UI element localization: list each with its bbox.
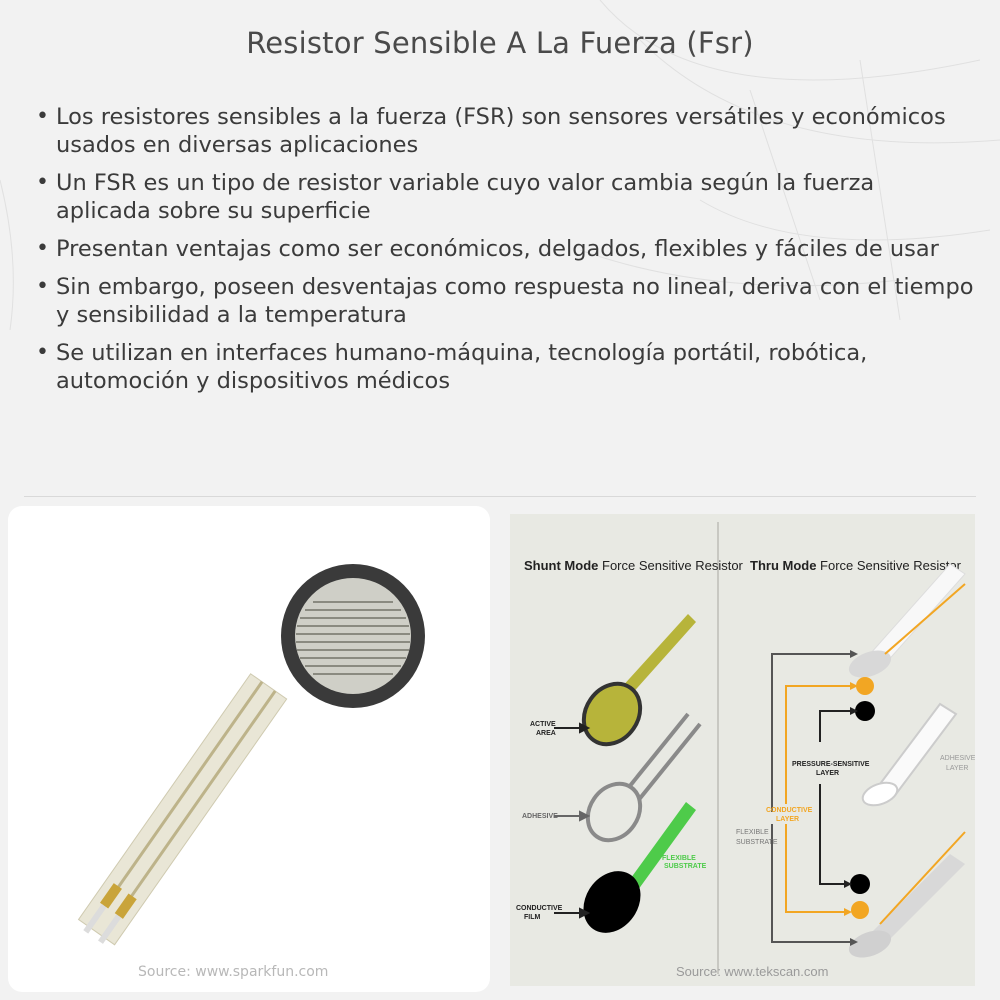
fsr-diagram-panel: [510, 514, 975, 986]
bullet-text: Un FSR es un tipo de resistor variable cuyo valor cambia según la fuerza aplicada sobre su superficie: [56, 170, 875, 224]
fsr-sensor-illustration: [8, 506, 490, 992]
thru-bottom-substrate: [845, 832, 965, 963]
label-pressure-layer-2: LAYER: [816, 770, 840, 777]
label-thru-flexible: FLEXIBLE: [736, 829, 769, 836]
label-adhesive-layer: ADHESIVE: [940, 755, 975, 762]
bullet-dot: •: [36, 170, 49, 195]
label-conductive-layer-2: LAYER: [776, 816, 800, 823]
label-flexible-substrate-2: SUBSTRATE: [664, 863, 707, 870]
bullet-text: Sin embargo, poseen desventajas como respuesta no lineal, deriva con el tiempo y sensibilidad a la temperatura: [56, 274, 974, 328]
fsr-photo-panel: [8, 506, 490, 992]
bullet-item: [36, 273, 976, 329]
label-conductive-layer: CONDUCTIVE: [766, 807, 813, 814]
bullet-dot: •: [36, 274, 49, 299]
label-flexible-substrate: FLEXIBLE: [662, 855, 696, 862]
left-image-source: Source: www.sparkfun.com: [138, 964, 329, 980]
label-adhesive-layer-2: LAYER: [946, 765, 969, 772]
line-flexible-top: [772, 654, 850, 812]
section-divider: [24, 496, 976, 497]
thru-top-substrate: [845, 564, 965, 683]
label-conductive-film: CONDUCTIVE: [516, 905, 563, 912]
bullet-dot: •: [36, 236, 49, 261]
bullet-item: [36, 235, 976, 263]
right-image-source: Source: www.tekscan.com: [676, 964, 829, 979]
line-conductive-bottom: [786, 824, 846, 912]
bullet-dot: •: [36, 104, 49, 129]
page-title: Resistor Sensible A La Fuerza (Fsr): [246, 26, 754, 60]
label-thru-flexible-2: SUBSTRATE: [736, 839, 778, 846]
label-pressure-layer: PRESSURE-SENSITIVE: [792, 761, 870, 768]
bullet-list: [36, 103, 976, 405]
line-pressure-bottom: [820, 784, 846, 884]
label-active-area-2: AREA: [536, 730, 556, 737]
bullet-item: [36, 103, 976, 159]
label-adhesive: ADHESIVE: [522, 813, 558, 820]
bullet-text: Presentan ventajas como ser económicos, delgados, flexibles y fáciles de usar: [56, 236, 939, 262]
shunt-active-area-sensor: [572, 614, 696, 755]
conductive-dot-bottom: [851, 901, 869, 919]
pressure-dot-bottom: [850, 874, 870, 894]
label-conductive-film-2: FILM: [524, 914, 541, 921]
label-active-area: ACTIVE: [530, 721, 556, 728]
bullet-item: [36, 339, 976, 395]
bullet-dot: •: [36, 340, 49, 365]
line-conductive-top: [786, 686, 850, 804]
line-pressure-top: [820, 711, 850, 742]
shunt-title: Shunt Mode Force Sensitive Resistor: [524, 558, 743, 573]
bullet-text: Se utilizan en interfaces humano-máquina, tecnología portátil, robótica, automoción y dispositivos médicos: [56, 340, 868, 394]
bullet-item: [36, 169, 976, 225]
fsr-modes-diagram: [510, 514, 975, 986]
conductive-dot-top: [856, 677, 874, 695]
bullet-text: Los resistores sensibles a la fuerza (FSR) son sensores versátiles y económicos usados en diversas aplicaciones: [56, 104, 946, 158]
thru-title: Thru Mode Force Sensitive Resistor: [750, 558, 961, 573]
